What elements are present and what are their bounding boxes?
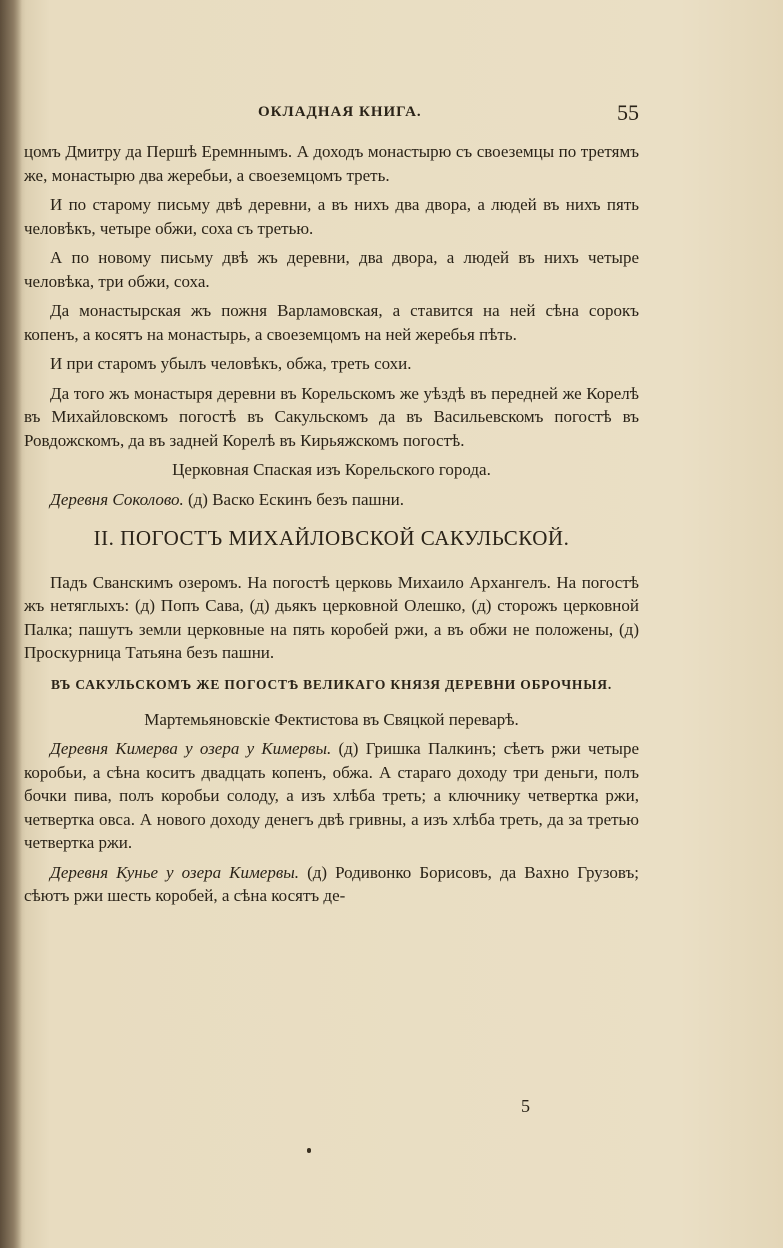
page-header — [0, 100, 783, 132]
village-entry — [24, 488, 639, 512]
village-entry — [24, 737, 639, 855]
church-line: Церковная Спаская изъ Корельского города. — [172, 460, 491, 479]
martemyanov-line: Мартемьяновскіе Фектистова въ Свяцкой переварѣ. — [144, 709, 519, 729]
section-paragraph: Падъ Сванскимъ озеромъ. На погостѣ церковь Михаило Архангелъ. На погостѣ жъ нетяглыхъ: (д) Попъ Сава, (д) дьякъ церковной Олешко, (д) сторожъ церковной Палка; пашутъ земли церковные на пять коробей ржи, а въ обжи не положены, (д) Проскурница Татьяна безъ пашни. — [24, 572, 639, 662]
book-spine-shadow — [0, 0, 22, 1248]
village-text: (д) Родивонко Борисовъ, да Вахно Грузовъ; сѣютъ ржи шесть коробей, а сѣна косятъ де- — [24, 862, 640, 905]
section-heading: II. ПОГОСТЪ МИХАЙЛОВСКОЙ САКУЛЬСКОЙ. — [93, 526, 570, 550]
sheet-signature: 5 — [521, 1096, 530, 1116]
paragraph: Да монастырская жъ пожня Варламовская, а ставится на ней сѣна сорокъ копенъ, а косятъ на монастырь, а своеземцомъ на ней жеребья пѣть. — [24, 301, 639, 344]
paragraph: цомъ Дмитру да Першѣ Еремннымъ. А доходъ монастырю съ своеземцы по третямъ же, монастырю два жеребьи, а своеземцомъ треть. — [24, 142, 639, 185]
village-entry — [24, 861, 639, 908]
ink-dot — [307, 1148, 311, 1153]
paragraph: Да того жъ монастыря деревни въ Корельскомъ же уѣздѣ въ передней же Корелѣ въ Михайловскомъ погостѣ въ Сакульскомъ да въ Васильевскомъ погостѣ въ Ровдожскомъ, да въ задней Корелѣ въ Кирьяжскомъ погостѣ. — [24, 383, 639, 450]
village-name: Деревня Кимерва у озера у Кимервы. — [50, 739, 332, 758]
page-body — [24, 140, 639, 914]
subheading: ВЪ САКУЛЬСКОМЪ ЖЕ ПОГОСТѢ ВЕЛИКАГО КНЯЗЯ ДЕРЕВНИ ОБРОЧНЫЯ. — [50, 676, 613, 692]
running-title: ОКЛАДНАЯ КНИГА. — [258, 104, 422, 120]
paragraph: А по новому письму двѣ жъ деревни, два двора, а людей въ нихъ четыре человѣка, три обжи, соха. — [24, 248, 639, 291]
page-number: 55 — [617, 100, 639, 125]
village-text: (д) Васко Ескинъ безъ пашни. — [187, 489, 405, 509]
paragraph: И по старому письму двѣ деревни, а въ нихъ два двора, а людей въ нихъ пять человѣкъ, четыре обжи, соха съ третью. — [24, 195, 639, 238]
village-name: Деревня Соколово. — [50, 489, 184, 509]
village-name: Деревня Кунье у озера Кимервы. — [50, 862, 299, 882]
village-text: (д) Гришка Палкинъ; сѣетъ ржи четыре коробьи, а сѣна коситъ двадцать копенъ, обжа. А стараго доходу три деньги, полъ бочки пива, полъ коробьи солоду, а изъ хлѣба треть; а ключнику четвертка ржи, четвертка овса. А нового доходу денегъ двѣ гривны, а изъ хлѣба треть, да за третью четвертка ржи. — [24, 739, 640, 852]
paragraph: И при старомъ убылъ человѣкъ, обжа, треть сохи. — [50, 354, 412, 373]
